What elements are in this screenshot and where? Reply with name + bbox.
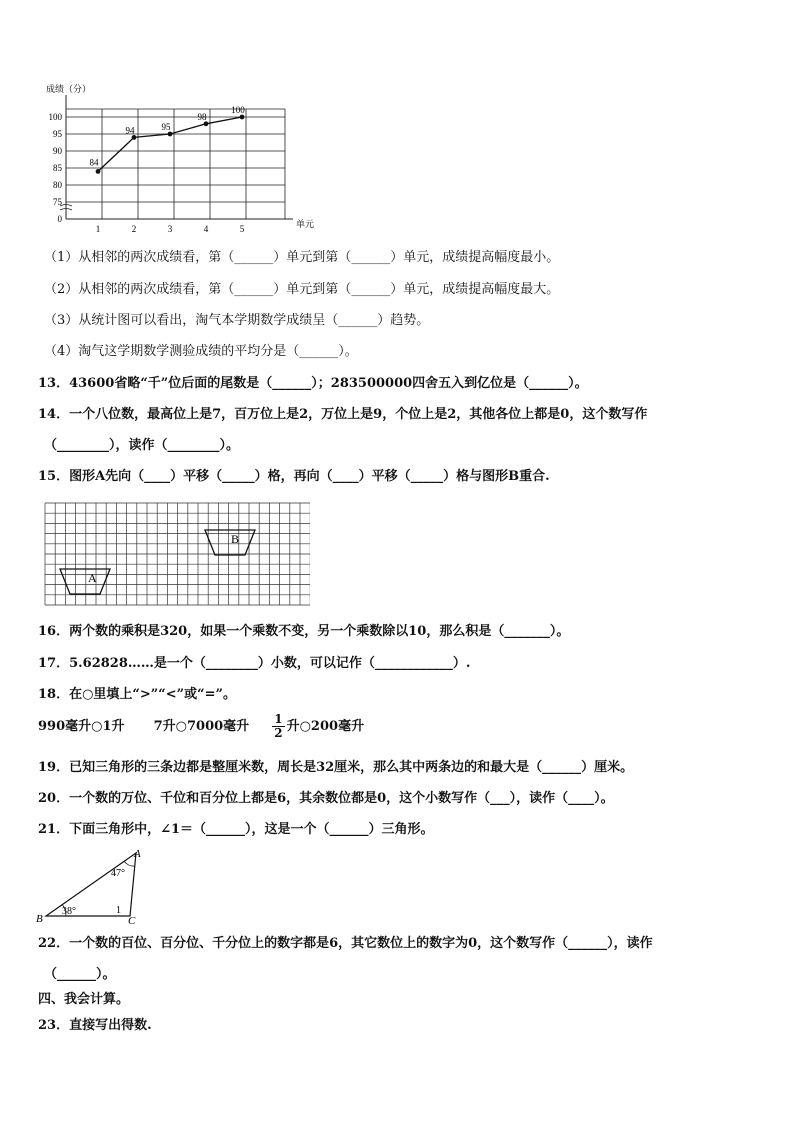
x-tick-label: 1 (95, 224, 101, 234)
q18-item-b: 7升○7000毫升 (153, 719, 250, 734)
data-point (168, 132, 173, 137)
data-point (96, 169, 101, 174)
chart-question-2: （2）从相邻的两次成绩看，第（______）单元到第（______）单元，成绩提高幅度最大。 (44, 282, 560, 297)
question-15: 15．图形A先向（____）平移（_____）格，再向（____）平移（_____）格与图形B重合. (38, 469, 550, 484)
vertex-c: C (128, 915, 136, 925)
question-16: 16．两个数的乘积是320，如果一个乘数不变，另一个乘数除以10，那么积是（_______）。 (38, 624, 570, 639)
x-tick-label: 5 (239, 224, 245, 234)
chart-ylabel: 成绩（分） (46, 84, 92, 94)
grid-lines (45, 503, 310, 605)
chart-question-4: （4）淘气这学期数学测验成绩的平均分是（______）。 (44, 344, 358, 359)
question-18-items (38, 712, 364, 742)
question-20: 20．一个数的万位、千位和百分位上都是6，其余数位都是0，这个小数写作（___），读作（____）。 (38, 791, 614, 806)
chart-y-ticks (49, 112, 63, 224)
vertex-a: A (134, 848, 141, 860)
chart-xlabel: 单元 (296, 219, 315, 229)
y-tick-label: 0 (57, 214, 62, 224)
data-point (204, 121, 209, 126)
x-tick-label: 2 (131, 224, 137, 234)
chart-question-1: （1）从相邻的两次成绩看，第（______）单元到第（______）单元，成绩提高幅度最小。 (44, 250, 560, 265)
x-tick-label: 3 (167, 224, 173, 234)
angle-b-label: 38° (62, 906, 76, 917)
section-4-heading: 四、我会计算。 (38, 992, 130, 1007)
data-point (240, 115, 245, 120)
triangle-abc (46, 853, 136, 916)
data-label: 100 (231, 105, 245, 115)
y-tick-label: 80 (53, 180, 62, 190)
question-22-line-1: 22．一个数的百位、百分位、千分位上的数字都是6，其它数位上的数字为0，这个数写作（______），读作 (38, 936, 653, 951)
question-14-line-1: 14．一个八位数，最高位上是7，百万位上是2，万位上是9，个位上是2，其他各位上都是0，这个数写作 (38, 407, 648, 422)
data-label: 94 (125, 125, 135, 136)
question-22-line-2: （______）。 (44, 967, 116, 982)
angle-a-label: 47° (111, 868, 125, 879)
chart-question-3: （3）从统计图可以看出，淘气本学期数学成绩呈（______）趋势。 (44, 313, 430, 328)
question-17: 17．5.62828……是一个（________）小数，可以记作（____________）. (38, 656, 471, 671)
data-point (132, 135, 137, 140)
score-line-chart (40, 78, 360, 243)
translation-grid (44, 502, 310, 612)
data-label: 98 (197, 111, 207, 122)
shape-b-label: B (231, 532, 240, 546)
shape-a (60, 569, 110, 594)
q18-item-a: 990毫升○1升 (38, 719, 125, 734)
y-tick-label: 90 (53, 146, 62, 156)
question-18: 18．在○里填上“>”“<”或“=”。 (38, 687, 236, 702)
x-tick-label: 4 (203, 224, 209, 234)
shape-a-label: A (88, 571, 97, 585)
question-13: 13．43600省略“千”位后面的尾数是（______）；283500000四舍五入到亿位是（______）。 (38, 376, 588, 391)
angle-a-arc (124, 861, 135, 866)
question-14-line-2: （________），读作（________）。 (44, 438, 240, 453)
y-tick-label: 75 (53, 197, 62, 207)
chart-series (90, 105, 246, 174)
y-tick-label: 100 (48, 112, 62, 122)
question-21: 21．下面三角形中，∠1＝（______），这是一个（______）三角形。 (38, 822, 434, 837)
question-23: 23．直接写出得数. (38, 1018, 152, 1033)
triangle-figure (36, 845, 156, 925)
chart-x-ticks (96, 224, 245, 234)
y-tick-label: 95 (53, 129, 62, 139)
angle-1-label: 1 (116, 905, 121, 916)
q18-fraction: $\frac{1}{2}$ (274, 712, 283, 740)
vertex-b: B (36, 913, 43, 925)
data-label: 95 (161, 122, 171, 132)
y-tick-label: 85 (53, 163, 62, 173)
question-19: 19．已知三角形的三条边都是整厘米数，周长是32厘米，那么其中两条边的和最大是（______）厘米。 (38, 760, 634, 775)
q18-item-c: 升○200毫升 (286, 719, 365, 734)
data-label: 84 (89, 157, 99, 168)
